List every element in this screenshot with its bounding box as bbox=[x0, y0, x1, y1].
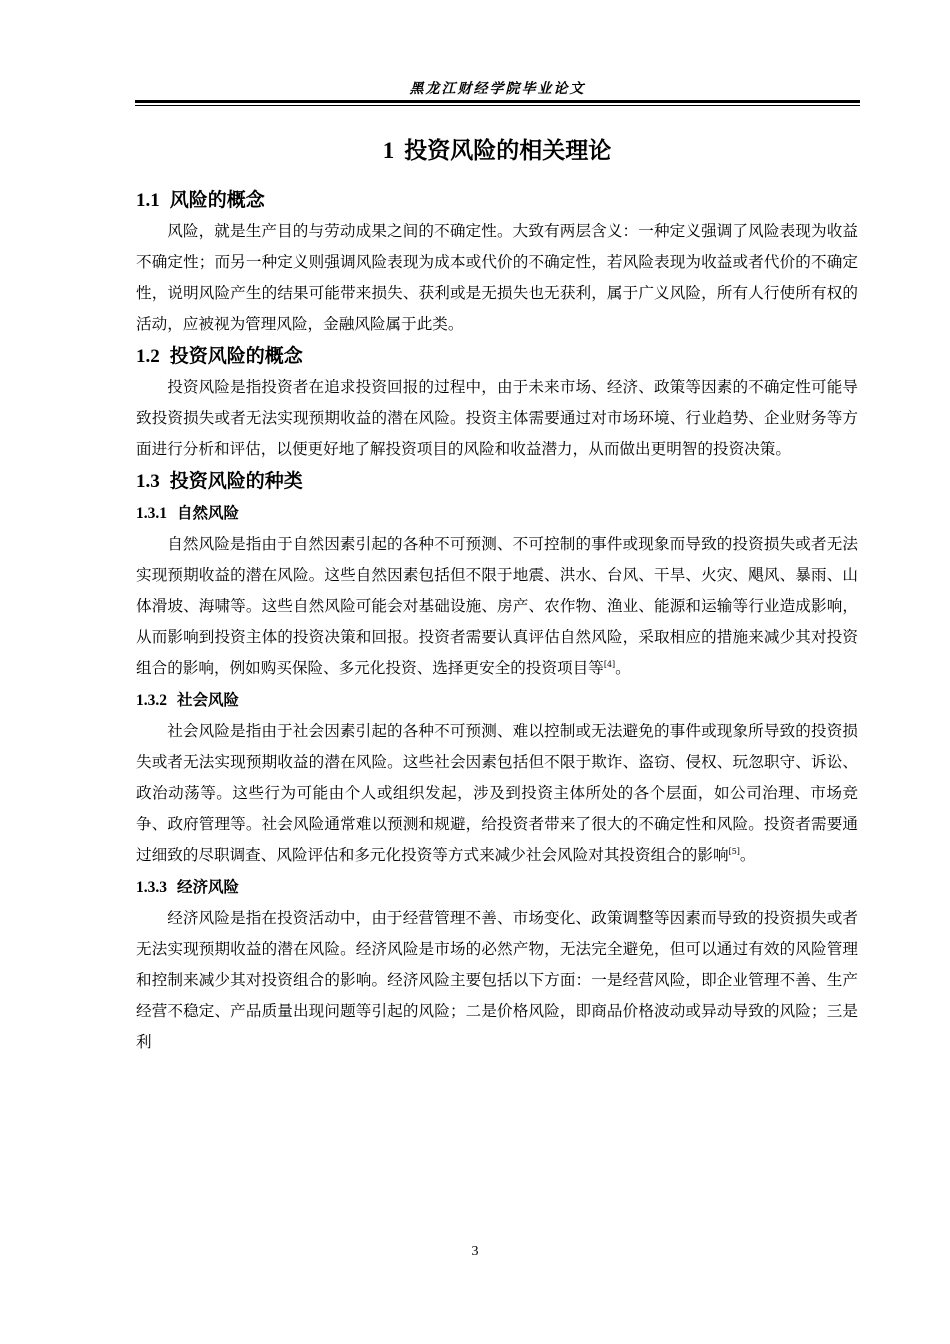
paragraph-text: 社会风险是指由于社会因素引起的各种不可预测、难以控制或无法避免的事件或现象所导致的投资损失或者无法实现预期收益的潜在风险。这些社会因素包括但不限于欺诈、盗窃、侵权、玩忽职守、诉讼、政治动荡等。这些行为可能由个人或组织发起，涉及到投资主体所处的各个层面，如公司治理、市场竞争、政府管理等。社会风险通常难以预测和规避，给投资者带来了很大的不确定性和风险。投资者需要通过细致的尽职调查、风险评估和多元化投资等方式来减少社会风险对其投资组合的影响 bbox=[136, 722, 858, 864]
paragraph-end: 。 bbox=[615, 659, 631, 677]
section-heading-1-2 bbox=[136, 340, 858, 372]
subsection-heading-1-3-3 bbox=[136, 871, 858, 903]
subsection-title: 社会风险 bbox=[177, 691, 240, 709]
header-rule-thin bbox=[135, 105, 860, 106]
paragraph-text: 自然风险是指由于自然因素引起的各种不可预测、不可控制的事件或现象而导致的投资损失或者无法实现预期收益的潜在风险。这些自然因素包括但不限于地震、洪水、台风、干旱、火灾、飓风、暴雨、山体滑坡、海啸等。这些自然风险可能会对基础设施、房产、农作物、渔业、能源和运输等行业造成影响，从而影响到投资主体的投资决策和回报。投资者需要认真评估自然风险，采取相应的措施来减少其对投资组合的影响，例如购买保险、多元化投资、选择更安全的投资项目等 bbox=[136, 535, 858, 677]
paragraph-economic-risk: 经济风险是指在投资活动中，由于经营管理不善、市场变化、政策调整等因素而导致的投资损失或者无法实现预期收益的潜在风险。经济风险是市场的必然产物，无法完全避免，但可以通过有效的风险管理和控制来减少其对投资组合的影响。经济风险主要包括以下方面：一是经营风险，即企业管理不善、生产经营不稳定、产品质量出现问题等引起的风险；二是价格风险，即商品价格波动或异动导致的风险；三是利 bbox=[136, 909, 858, 1051]
subsection-heading-1-3-2 bbox=[136, 684, 858, 716]
chapter-title bbox=[136, 126, 858, 176]
running-header: 黑龙江财经学院毕业论文 bbox=[409, 81, 586, 97]
section-title: 投资风险的种类 bbox=[169, 470, 303, 492]
paragraph-social-risk bbox=[136, 716, 858, 871]
section-number: 1.3 bbox=[136, 471, 160, 492]
subsection-number: 1.3.1 bbox=[136, 505, 167, 522]
section-number: 1.2 bbox=[136, 346, 160, 367]
header-rule-thick bbox=[135, 100, 860, 103]
page-number: 3 bbox=[471, 1244, 479, 1259]
subsection-number: 1.3.2 bbox=[136, 692, 167, 709]
section-title: 风险的概念 bbox=[169, 189, 265, 211]
subsection-number: 1.3.3 bbox=[136, 879, 167, 896]
chapter-number: 1 bbox=[382, 138, 395, 163]
section-heading-1-3 bbox=[136, 465, 858, 497]
section-heading-1-1 bbox=[136, 184, 858, 216]
citation-reference: [4] bbox=[603, 659, 616, 669]
subsection-heading-1-3-1 bbox=[136, 497, 858, 529]
subsection-title: 自然风险 bbox=[177, 504, 240, 522]
section-title: 投资风险的概念 bbox=[169, 345, 303, 367]
citation-reference: [5] bbox=[728, 846, 740, 856]
page-body bbox=[136, 126, 858, 1058]
paragraph-investment-risk-concept: 投资风险是指投资者在追求投资回报的过程中，由于未来市场、经济、政策等因素的不确定性可能导致投资损失或者无法实现预期收益的潜在风险。投资主体需要通过对市场环境、行业趋势、企业财务等方面进行分析和评估，以便更好地了解投资项目的风险和收益潜力，从而做出更明智的投资决策。 bbox=[136, 378, 858, 458]
subsection-title: 经济风险 bbox=[177, 878, 240, 896]
paragraph-end: 。 bbox=[739, 846, 756, 864]
chapter-title-text: 投资风险的相关理论 bbox=[404, 138, 612, 164]
paragraph-natural-risk bbox=[136, 529, 858, 684]
section-number: 1.1 bbox=[136, 190, 160, 211]
paragraph-risk-concept: 风险，就是生产目的与劳动成果之间的不确定性。大致有两层含义：一种定义强调了风险表现为收益不确定性；而另一种定义则强调风险表现为成本或代价的不确定性，若风险表现为收益或者代价的不确定性，说明风险产生的结果可能带来损失、获利或是无损失也无获利，属于广义风险，所有人行使所有权的活动，应被视为管理风险，金融风险属于此类。 bbox=[136, 222, 858, 333]
